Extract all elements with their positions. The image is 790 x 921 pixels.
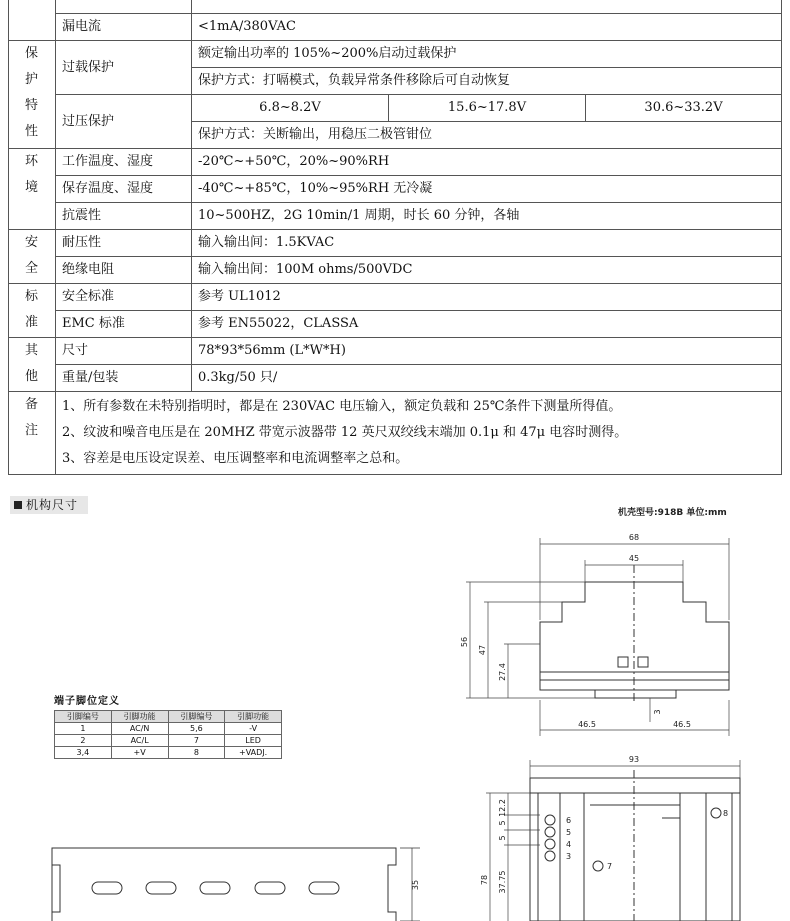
pin-cell: 1 xyxy=(55,723,112,735)
pin-number-label: 4 xyxy=(566,840,572,849)
dim-top-d1: 12.2 xyxy=(498,799,507,817)
spec-item: EMC 标准 xyxy=(56,311,192,338)
spec-item: 保存温度、湿度 xyxy=(56,176,192,203)
dim-front-gap: 3 xyxy=(653,709,662,715)
pin-cell: LED xyxy=(225,735,282,747)
dim-top-len: 78 xyxy=(480,874,489,886)
pin-header-cell: 引脚编号 xyxy=(168,711,225,723)
spec-item: 耐压性 xyxy=(56,230,192,257)
pin-number-label: 6 xyxy=(566,816,572,825)
top-dimension-lines xyxy=(486,760,740,921)
spec-item: 安全标准 xyxy=(56,284,192,311)
pin-cell: 3,4 xyxy=(55,747,112,759)
dim-front-inner: 45 xyxy=(628,554,640,563)
spec-value: 15.6~17.8V xyxy=(389,95,586,122)
pin-cell: -V xyxy=(225,723,282,735)
spec-value: 10~500HZ，2G 10min/1 周期，时长 60 分钟，各轴 xyxy=(192,203,782,230)
spec-item: 重量/包装 xyxy=(56,365,192,392)
spec-item: 过压保护 xyxy=(56,95,192,149)
dim-top-d2: 5 xyxy=(498,820,507,826)
pin-number-label: 8 xyxy=(723,809,729,818)
pin-cell: 5,6 xyxy=(168,723,225,735)
spec-value: 保护方式：关断输出，用稳压二极管钳位 xyxy=(192,122,782,149)
dim-front-left: 46.5 xyxy=(578,720,596,729)
front-view xyxy=(540,565,729,702)
model-label: 机壳型号:918B 单位:mm xyxy=(618,508,727,518)
front-dimension-lines xyxy=(466,538,729,736)
note-line: 2、纹波和噪音电压是在 20MHZ 带宽示波器带 12 英尺双绞线末端加 0.1μ 和 47μ 电容时测得。 xyxy=(62,425,628,440)
spec-value: 30.6~33.2V xyxy=(586,95,782,122)
pin-cell: +V xyxy=(111,747,168,759)
pin-cell: 8 xyxy=(168,747,225,759)
spec-value: 78*93*56mm (L*W*H) xyxy=(192,338,782,365)
note-line: 1、所有参数在未特别指明时，都是在 230VAC 电压输入，额定负载和 25℃条件下测量所得值。 xyxy=(62,399,622,414)
dim-front-width: 68 xyxy=(628,533,640,542)
pin-cell: 2 xyxy=(55,735,112,747)
din-rail xyxy=(52,848,420,921)
pin-header-cell: 引脚功能 xyxy=(225,711,282,723)
dim-front-right: 46.5 xyxy=(673,720,691,729)
pin-header-cell: 引脚编号 xyxy=(55,711,112,723)
note-line: 3、容差是电压设定误差、电压调整率和电流调整率之总和。 xyxy=(62,451,409,466)
dim-top-d3: 5 xyxy=(498,835,507,841)
pin-number-label: 3 xyxy=(566,852,572,861)
pin-cell: AC/N xyxy=(111,723,168,735)
dim-top-d4: 37.75 xyxy=(498,870,507,894)
spec-category: 保 护 特 性 xyxy=(9,41,56,149)
dim-front-h47: 47 xyxy=(478,644,487,656)
spec-value: 参考 EN55022，CLASSA xyxy=(192,311,782,338)
pin-cell: 7 xyxy=(168,735,225,747)
spec-value: 参考 UL1012 xyxy=(192,284,782,311)
spec-value: -40℃~+85℃，10%~95%RH 无冷凝 xyxy=(192,176,782,203)
spec-value: 输入输出间：1.5KVAC xyxy=(192,230,782,257)
spec-category: 其 他 xyxy=(9,338,56,392)
spec-item: 工作温度、湿度 xyxy=(56,149,192,176)
dim-top-width: 93 xyxy=(628,755,640,764)
spec-item: 抗震性 xyxy=(56,203,192,230)
dim-front-height: 56 xyxy=(460,636,469,648)
spec-item: 绝缘电阻 xyxy=(56,257,192,284)
spec-value: 6.8~8.2V xyxy=(192,95,389,122)
dim-rail-height: 35 xyxy=(411,879,420,891)
section-title: 机构尺寸 xyxy=(26,498,79,512)
spec-category: 标 准 xyxy=(9,284,56,338)
spec-item: 过载保护 xyxy=(56,41,192,95)
spec-category: 环 境 xyxy=(9,149,56,230)
spec-item: 尺寸 xyxy=(56,338,192,365)
spec-value: 保护方式：打嗝模式，负载异常条件移除后可自动恢复 xyxy=(192,68,782,95)
notes-category: 备 注 xyxy=(9,392,56,475)
pin-number-label: 5 xyxy=(566,828,572,837)
top-view xyxy=(530,770,740,921)
pin-table-title: 端子脚位定义 xyxy=(54,696,120,707)
dim-front-h27: 27.4 xyxy=(498,663,507,681)
pin-header-cell: 引脚功能 xyxy=(111,711,168,723)
spec-value: 额定输出功率的 105%~200%启动过载保护 xyxy=(192,41,782,68)
pin-cell: +VADJ. xyxy=(225,747,282,759)
spec-value: -20℃~+50℃，20%~90%RH xyxy=(192,149,782,176)
spec-item: 漏电流 xyxy=(56,14,192,41)
spec-value: <1mA/380VAC xyxy=(192,14,782,41)
pin-number-label: 7 xyxy=(607,862,613,871)
spec-value: 0.3kg/50 只/ xyxy=(192,365,782,392)
spec-value: 输入输出间：100M ohms/500VDC xyxy=(192,257,782,284)
spec-category: 安 全 xyxy=(9,230,56,284)
pin-cell: AC/L xyxy=(111,735,168,747)
